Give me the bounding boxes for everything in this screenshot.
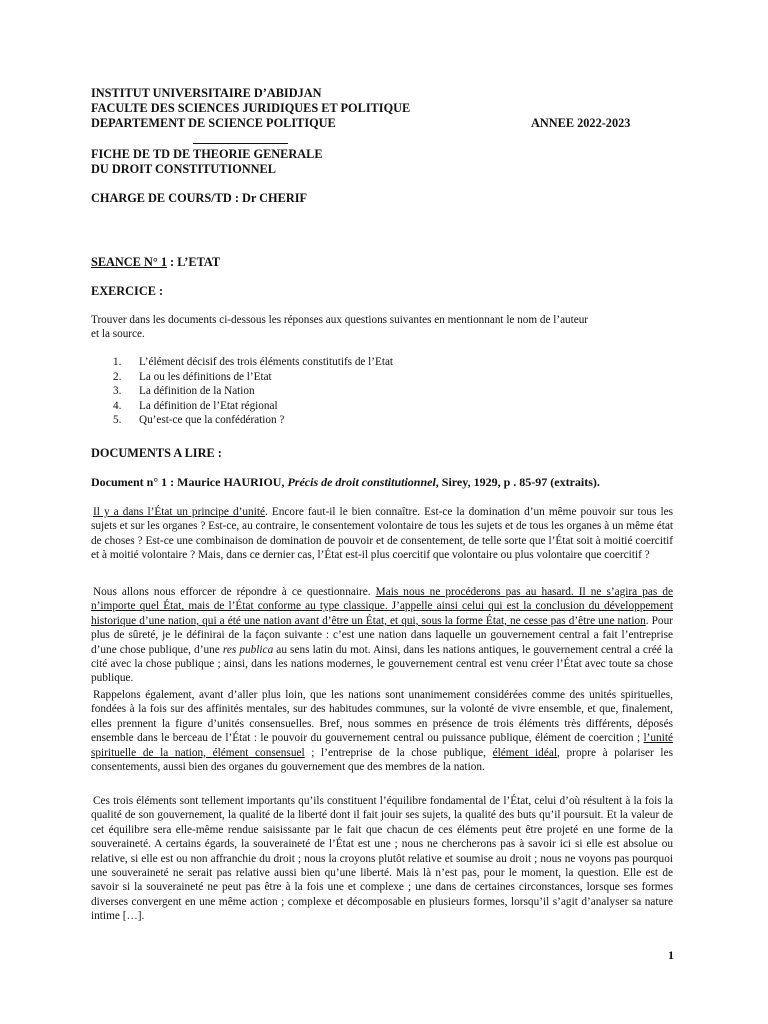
latin-term: res publica (222, 643, 274, 656)
academic-year: ANNEE 2022-2023 (531, 116, 631, 130)
sheet-title-line2: DU DROIT CONSTITUTIONNEL (91, 162, 276, 176)
underlined-phrase: Mais nous ne procéderons pas au hasard. Il ne s’agira pas de n’importe quel État, mais de l’État conforme au type classique. J’appelle ainsi celui qui est la conclusion du développement historique d’une nation, qui a été une nation avant d’être un État, et qui, sous la forme État, ne cesse pas d’être une nation (91, 586, 673, 627)
document-1-source: , Sirey, 1929, p . 85-97 (extraits). (435, 475, 600, 489)
list-item (91, 399, 393, 414)
session-label: SEANCE N° 1 (91, 255, 167, 269)
paragraph-1 (91, 505, 673, 563)
session-topic: : L’ETAT (166, 255, 221, 269)
institution-name: INSTITUT UNIVERSITAIRE D’ABIDJAN (91, 86, 322, 100)
instructions-line2: et la source. (91, 328, 145, 340)
instructor: CHARGE DE COURS/TD : Dr CHERIF (91, 191, 308, 205)
question-number: 5. (113, 414, 122, 426)
underlined-phrase: l’unité spirituelle de la nation, élément consensuel (91, 732, 673, 759)
page-number: 1 (668, 948, 674, 962)
list-item (91, 355, 393, 370)
department-name: DEPARTEMENT DE SCIENCE POLITIQUE (91, 116, 336, 130)
exercise-heading: EXERCICE : (91, 284, 164, 298)
paragraph-2 (91, 585, 673, 686)
session-title (91, 255, 220, 270)
paragraph-4: Ces trois éléments sont tellement importants qu’ils constituent l’équilibre fondamental de l’État, celui d’où résultent à la fois la qualité de son gouvernement, la qualité de la liberté dont il fait jouir ses sujets, la qualité des buts qu’il poursuit. Et la valeur de cet équilibre sera elle-même rendue saisissante par le fait que chacun de ces éléments peut être projeté en une forme de la souveraineté. A certains égards, la souveraineté de l’État est une ; nous ne chercherons pas à savoir ici si elle est absolue ou relative, si elle est ou non affranchie du droit ; nous la croyons plutôt relative et soumise au droit ; nous ne voyons pas pourquoi une souveraineté ne serait pas relative aussi bien qu’une liberté. Mais là n’est pas, pour le moment, la question. Elle est de savoir si la souveraineté ne peut pas être à la fois une et complexe ; une dans de certaines circonstances, lorsque ses formes diverses convergent en une même action ; complexe et décomposable en plusieurs formes, lorsqu’il s’agit d’analyser sa nature intime […]. (91, 795, 673, 923)
question-text: La ou les définitions de l’Etat (139, 370, 272, 383)
question-number: 2. (113, 370, 122, 383)
paragraph-text: Rappelons également, avant d’aller plus loin, que les nations sont unanimement considérées comme des unités spirituelles, fondées à la fois sur des affinités mentales, sur des habitudes communes, sur la volonté de vivre ensemble, et que, finalement, elles prennent la figure d’unités consensuelles. Bref, nous sommes en présence de trois éléments très différents, déposés ensemble dans le berceau de l’État : le pouvoir du gouvernement central ou puissance publique, élément de coercition ; (91, 689, 673, 745)
documents-heading: DOCUMENTS A LIRE : (91, 446, 222, 460)
question-list (91, 355, 393, 428)
paragraph-3 (91, 688, 673, 774)
question-text: La définition de l’Etat régional (139, 399, 278, 412)
sheet-title-line1: FICHE DE TD DE THEORIE GENERALE (91, 147, 323, 161)
underlined-phrase: Il y a dans l’État un principe d’unité (93, 506, 265, 518)
list-item (91, 384, 393, 399)
document-1-author: Document n° 1 : Maurice HAURIOU, (91, 475, 288, 489)
instructions-line1: Trouver dans les documents ci-dessous les réponses aux questions suivantes en mentionnant le nom de l’auteur (91, 314, 589, 326)
paragraph-text: ; l’entreprise de la chose publique, (304, 746, 493, 759)
underlined-phrase: élément idéal (492, 746, 557, 759)
question-number: 3. (113, 385, 122, 397)
paragraph-text: , propre à polariser les consentements, aussi bien des organes du gouvernement que des membres de la nation. (91, 746, 673, 774)
question-text: La définition de la Nation (139, 385, 255, 397)
exercise-instructions (91, 313, 691, 341)
paragraph-text: au sens latin du mot. Ainsi, dans les nations antiques, le gouvernement central a créé la cité avec la chose publique ; ainsi, dans les nations modernes, le gouvernement central est venu créer l’État avec toute sa chose publique. (91, 643, 673, 685)
divider-line (193, 143, 288, 144)
document-1-book: Précis de droit constitutionnel (287, 475, 436, 489)
faculty-name: FACULTE DES SCIENCES JURIDIQUES ET POLITIQUE (91, 101, 411, 115)
question-number: 1. (113, 356, 122, 368)
paragraph-text: Nous allons nous efforcer de répondre à ce questionnaire. (93, 586, 376, 598)
question-number: 4. (113, 399, 122, 412)
paragraph-text: . Pour plus de sûreté, je le définirai de la façon suivante : c’est une nation dans laquelle un gouvernement central a fait l’entreprise d’une chose publique, d’une (91, 614, 673, 656)
question-text: L’élément décisif des trois éléments constitutifs de l’Etat (139, 356, 394, 368)
list-item (91, 413, 393, 428)
document-1-title (91, 475, 600, 490)
list-item (91, 370, 393, 385)
question-text: Qu’est-ce que la confédération ? (139, 414, 285, 426)
paragraph-text: . Encore faut-il le bien connaître. Est-ce la domination d’un même pouvoir sur tous les sujets et sur les organes ? Est-ce, au contraire, le consentement volontaire de tous les sujets et de tous les organes à un même état de choses ? Est-ce une combinaison de domination de pouvoir et de consentement, de telle sorte que l’État soit à moitié coercitif et à moitié volontaire ? Mais, dans ce dernier cas, l’État est-il plus coercitif que volontaire ou plus volontaire que coercitif ? (91, 506, 673, 562)
